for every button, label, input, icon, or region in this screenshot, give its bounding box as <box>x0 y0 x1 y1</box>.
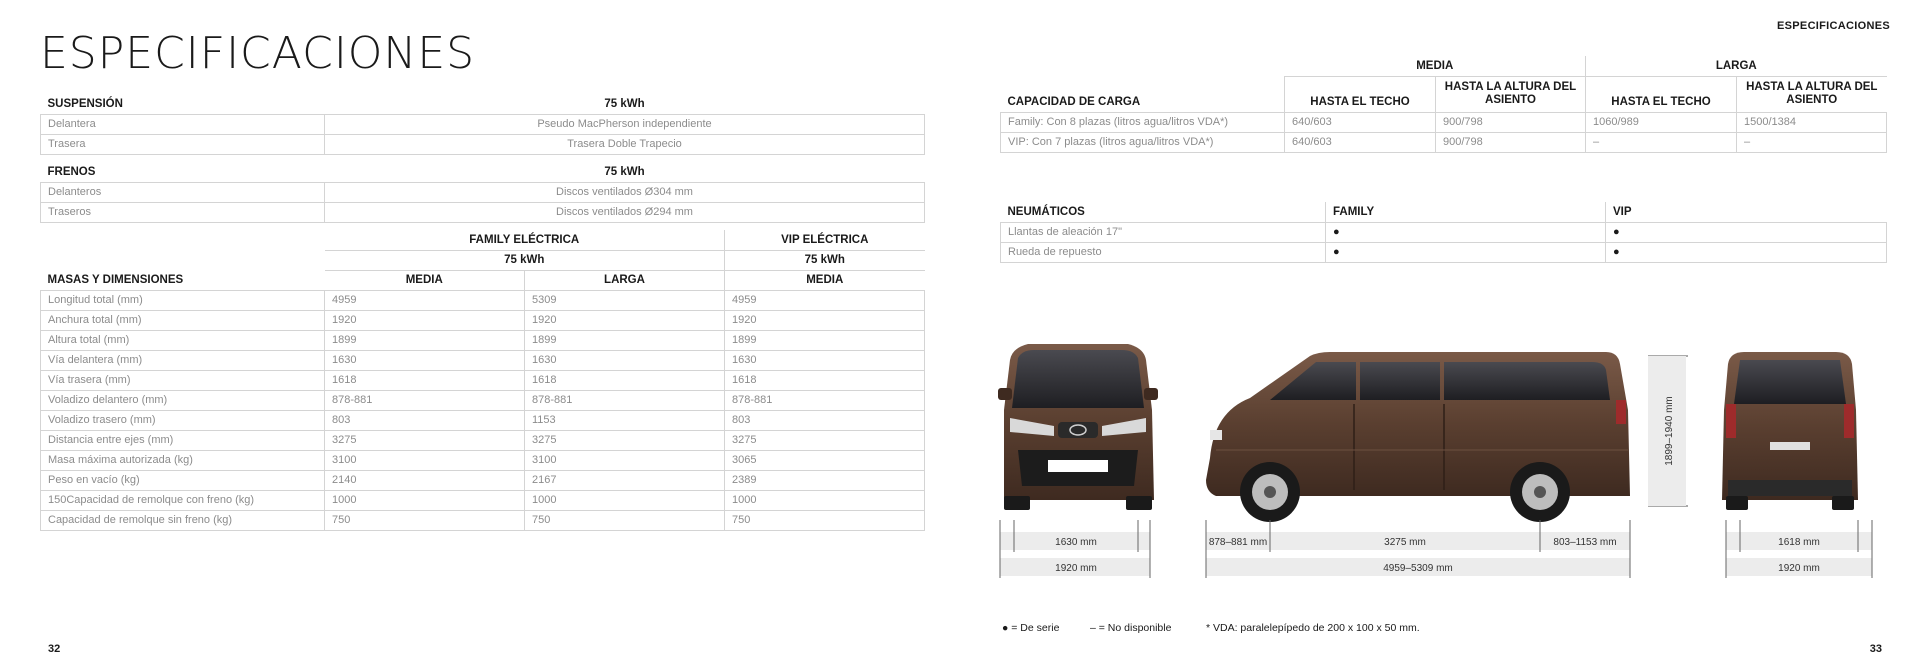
table-row <box>41 330 925 350</box>
row-label: Altura total (mm) <box>41 330 325 350</box>
table-header-row <box>41 94 925 114</box>
row-value: 1060/989 <box>1586 112 1737 132</box>
row-value: 2389 <box>725 470 925 490</box>
cargo-body <box>1001 112 1887 152</box>
table-row <box>41 350 925 370</box>
col-header: HASTA EL TECHO <box>1285 76 1436 112</box>
subgroup-family: 75 kWh <box>325 250 725 270</box>
page-title: ESPECIFICACIONES <box>40 28 476 79</box>
row-value: 1630 <box>525 350 725 370</box>
row-value: 878-881 <box>525 390 725 410</box>
tyres-table <box>1000 202 1887 263</box>
table-row <box>1001 242 1887 262</box>
row-value: 1630 <box>325 350 525 370</box>
table-header-row <box>1001 202 1887 222</box>
cargo-header: CAPACIDAD DE CARGA <box>1007 95 1141 108</box>
length-label: 4959–5309 mm <box>1383 563 1453 574</box>
row-value: 1618 <box>525 370 725 390</box>
row-value: 2140 <box>325 470 525 490</box>
row-value: 3275 <box>525 430 725 450</box>
row-label: Peso en vacío (kg) <box>41 470 325 490</box>
row-value: 1618 <box>325 370 525 390</box>
row-label: Longitud total (mm) <box>41 290 325 310</box>
row-value: 750 <box>525 510 725 530</box>
row-value: Discos ventilados Ø294 mm <box>325 202 925 222</box>
row-value: 900/798 <box>1436 112 1586 132</box>
row-label: Trasera <box>41 134 325 154</box>
height-indicator <box>1648 356 1688 506</box>
brakes-header: FRENOS <box>47 165 96 178</box>
brakes-table <box>40 162 925 223</box>
table-header-row <box>1001 76 1887 112</box>
table-header-row <box>41 162 925 182</box>
front-overhang-label: 878–881 mm <box>1208 537 1268 548</box>
table-row <box>41 134 925 154</box>
col-header: LARGA <box>525 270 725 290</box>
row-value: 1899 <box>525 330 725 350</box>
van-drawings <box>988 300 1898 585</box>
table-row <box>1001 112 1887 132</box>
front-width-label: 1920 mm <box>1055 563 1097 574</box>
row-value: 3100 <box>525 450 725 470</box>
row-label: Capacidad de remolque sin freno (kg) <box>41 510 325 530</box>
rear-overhang-label: 803–1153 mm <box>1553 537 1617 548</box>
van-side-view <box>1206 352 1630 522</box>
row-value: 640/603 <box>1285 112 1436 132</box>
suspension-header: SUSPENSIÓN <box>47 97 123 110</box>
table-row <box>41 290 925 310</box>
row-value: – <box>1737 132 1887 152</box>
row-label: Vía trasera (mm) <box>41 370 325 390</box>
row-value: Pseudo MacPherson independiente <box>325 114 925 134</box>
row-value: Discos ventilados Ø304 mm <box>325 182 925 202</box>
row-value: 900/798 <box>1436 132 1586 152</box>
van-front-view <box>998 344 1158 510</box>
row-label: Vía delantera (mm) <box>41 350 325 370</box>
row-label: VIP: Con 7 plazas (litros agua/litros VDA*) <box>1001 132 1285 152</box>
front-track-label: 1630 mm <box>1055 537 1097 548</box>
row-value: 3065 <box>725 450 925 470</box>
table-row <box>1001 132 1887 152</box>
table-row <box>41 450 925 470</box>
rear-width-label: 1920 mm <box>1778 563 1820 574</box>
dimensions-header: MASAS Y DIMENSIONES <box>47 273 184 286</box>
row-label: 150Capacidad de remolque con freno (kg) <box>41 490 325 510</box>
wheelbase-label: 3275 mm <box>1384 537 1426 548</box>
col-header: VIP <box>1606 202 1887 222</box>
table-row <box>1001 222 1887 242</box>
row-value: 1618 <box>725 370 925 390</box>
table-row <box>41 182 925 202</box>
col-header: MEDIA <box>725 270 925 290</box>
van-dimensions-diagram <box>988 300 1898 585</box>
dimensions-body <box>41 290 925 530</box>
row-value: 1000 <box>525 490 725 510</box>
table-group-row <box>1001 56 1887 76</box>
row-label: Delantera <box>41 114 325 134</box>
dimensions-table <box>40 230 925 531</box>
group-larga: LARGA <box>1586 56 1887 76</box>
table-header-row <box>41 270 925 290</box>
table-row <box>41 410 925 430</box>
row-label: Traseros <box>41 202 325 222</box>
row-value: 5309 <box>525 290 725 310</box>
rear-dimension-bars <box>1726 520 1872 578</box>
row-value: ● <box>1326 242 1606 262</box>
table-row <box>41 114 925 134</box>
row-value: 2167 <box>525 470 725 490</box>
row-value: 1920 <box>525 310 725 330</box>
row-label: Anchura total (mm) <box>41 310 325 330</box>
col-header: FAMILY <box>1326 202 1606 222</box>
row-label: Llantas de aleación 17" <box>1001 222 1326 242</box>
row-value: 1899 <box>325 330 525 350</box>
tyres-header: NEUMÁTICOS <box>1007 205 1085 218</box>
row-value: 3275 <box>325 430 525 450</box>
rear-track-label: 1618 mm <box>1778 537 1820 548</box>
table-row <box>41 390 925 410</box>
table-row <box>41 510 925 530</box>
cargo-table <box>1000 56 1887 153</box>
row-value: ● <box>1326 222 1606 242</box>
legend-standard: ● = De serie <box>1002 622 1060 634</box>
row-value: 750 <box>325 510 525 530</box>
subgroup-vip: 75 kWh <box>725 250 925 270</box>
row-value: Trasera Doble Trapecio <box>325 134 925 154</box>
row-value: 1153 <box>525 410 725 430</box>
van-rear-view <box>1722 352 1858 510</box>
row-label: Distancia entre ejes (mm) <box>41 430 325 450</box>
table-row <box>41 490 925 510</box>
row-value: 1920 <box>725 310 925 330</box>
row-label: Rueda de repuesto <box>1001 242 1326 262</box>
col-header: HASTA LA ALTURA DEL ASIENTO <box>1436 76 1586 112</box>
row-value: 878-881 <box>325 390 525 410</box>
row-label: Masa máxima autorizada (kg) <box>41 450 325 470</box>
row-value: ● <box>1606 242 1887 262</box>
page-number-right: 33 <box>1869 643 1882 655</box>
table-subgroup-row <box>41 250 925 270</box>
row-value: 803 <box>325 410 525 430</box>
table-row <box>41 430 925 450</box>
row-value: 1920 <box>325 310 525 330</box>
table-row <box>41 202 925 222</box>
row-value: 878-881 <box>725 390 925 410</box>
suspension-table <box>40 94 925 155</box>
row-value: 1899 <box>725 330 925 350</box>
row-label: Delanteros <box>41 182 325 202</box>
row-value: 1500/1384 <box>1737 112 1887 132</box>
row-value: – <box>1586 132 1737 152</box>
front-dimension-bars <box>1000 520 1150 578</box>
row-value: 1630 <box>725 350 925 370</box>
row-value: 4959 <box>325 290 525 310</box>
legend-vda-note: * VDA: paralelepípedo de 200 x 100 x 50 mm. <box>1206 622 1420 634</box>
row-value: 803 <box>725 410 925 430</box>
group-media: MEDIA <box>1285 56 1586 76</box>
row-value: 4959 <box>725 290 925 310</box>
height-label: 1899–1940 mm <box>1664 396 1675 466</box>
col-header: HASTA LA ALTURA DEL ASIENTO <box>1737 76 1887 112</box>
row-value: 3275 <box>725 430 925 450</box>
row-value: 3100 <box>325 450 525 470</box>
row-value: 1000 <box>725 490 925 510</box>
table-group-row <box>41 230 925 250</box>
group-family: FAMILY ELÉCTRICA <box>325 230 725 250</box>
col-header: HASTA EL TECHO <box>1586 76 1737 112</box>
row-value: ● <box>1606 222 1887 242</box>
page-number-left: 32 <box>48 643 61 655</box>
side-dimension-bars <box>1206 520 1630 578</box>
row-value: 1000 <box>325 490 525 510</box>
row-value: 640/603 <box>1285 132 1436 152</box>
col-header: MEDIA <box>405 274 443 286</box>
table-row <box>41 470 925 490</box>
legend-not-available: – = No disponible <box>1090 622 1172 634</box>
row-label: Family: Con 8 plazas (litros agua/litros VDA*) <box>1001 112 1285 132</box>
row-label: Voladizo trasero (mm) <box>41 410 325 430</box>
suspension-col-header: 75 kWh <box>604 97 645 110</box>
table-row <box>41 370 925 390</box>
section-label: ESPECIFICACIONES <box>1777 20 1890 32</box>
table-row <box>41 310 925 330</box>
row-value: 750 <box>725 510 925 530</box>
brakes-col-header: 75 kWh <box>604 165 645 178</box>
group-vip: VIP ELÉCTRICA <box>725 230 925 250</box>
tyres-body <box>1001 222 1887 262</box>
row-label: Voladizo delantero (mm) <box>41 390 325 410</box>
